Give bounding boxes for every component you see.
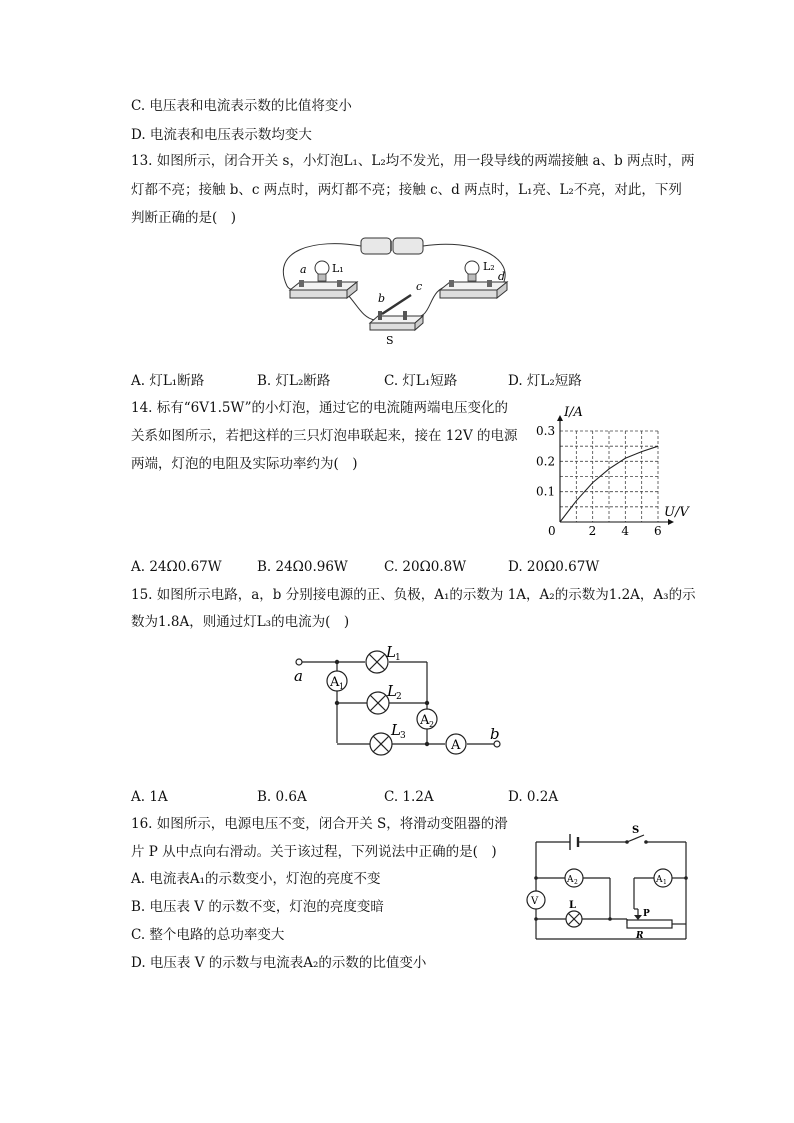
q14-iv-chart xyxy=(530,400,705,540)
lamp-l-icon xyxy=(566,911,582,927)
q15-option-d: D. 0.2A xyxy=(508,789,559,805)
q15-label-b: b xyxy=(490,725,500,743)
q13-option-b: B. 灯L₂断路 xyxy=(257,373,331,389)
q15-label-l3: L xyxy=(391,721,401,739)
q16-label-l: L xyxy=(569,900,577,911)
lamp-l3-icon xyxy=(370,733,392,755)
q13-label-d: d xyxy=(498,270,506,283)
q13-circuit-figure xyxy=(275,228,515,348)
x-tick-label: 4 xyxy=(621,524,629,538)
q14-stem-line1: 14. 标有“6V1.5W”的小灯泡，通过它的电流随两端电压变化的 xyxy=(131,400,508,416)
q14-option-d: D. 20Ω0.67W xyxy=(508,559,600,575)
q13-label-a: a xyxy=(300,263,307,276)
y-tick-label: 0.2 xyxy=(536,454,556,469)
q14-option-b: B. 24Ω0.96W xyxy=(257,559,348,575)
lamp-l2-icon xyxy=(440,261,507,298)
q13-option-a: A. 灯L₁断路 xyxy=(131,373,205,389)
q16-label-a2-sub: 2 xyxy=(574,879,578,886)
q13-label-s: S xyxy=(386,334,394,347)
y-tick-label: 0.3 xyxy=(536,424,556,438)
q16-label-p: P xyxy=(643,909,650,919)
q16-label-s: S xyxy=(632,825,640,836)
q16-label-a1-sub: 1 xyxy=(663,879,667,886)
y-axis-label: I/A xyxy=(564,405,583,420)
q16-option-d: D. 电压表 V 的示数与电流表A₂的示数的比值变小 xyxy=(131,955,427,971)
lamp-l2-icon xyxy=(367,692,389,714)
q13-label-b: b xyxy=(378,292,386,305)
x-tick-label: 2 xyxy=(588,524,597,538)
q16-stem-line2: 片 P 从中点向右滑动。关于该过程，下列说法中正确的是( ) xyxy=(131,844,497,860)
battery-icon xyxy=(570,834,578,850)
q15-label-a1: A xyxy=(330,675,340,690)
q16-stem-line1: 16. 如图所示，电源电压不变，闭合开关 S，将滑动变阻器的滑 xyxy=(131,816,508,832)
q14-stem-line2: 关系如图所示，若把这样的三只灯泡串联起来，接在 12V 的电源 xyxy=(131,428,518,444)
q13-stem-line3: 判断正确的是( ) xyxy=(131,210,237,226)
q13-label-c: c xyxy=(416,280,423,293)
terminal-a-icon xyxy=(296,659,302,665)
x-axis-label: U/V xyxy=(664,505,689,520)
q16-option-b: B. 电压表 V 的示数不变，灯泡的亮度变暗 xyxy=(131,899,384,915)
q15-option-b: B. 0.6A xyxy=(257,789,307,805)
switch-s-icon xyxy=(625,835,648,844)
x-tick-label: 6 xyxy=(654,524,662,538)
q13-option-c: C. 灯L₁短路 xyxy=(384,373,458,389)
q13-label-l1: L₁ xyxy=(332,262,344,275)
lamp-l1-icon xyxy=(366,651,388,673)
y-axis-arrow-icon xyxy=(557,415,563,421)
q16-label-a1: A xyxy=(656,875,663,885)
q15-stem-line2: 数为1.8A，则通过灯L₃的电流为( ) xyxy=(131,614,350,630)
q15-label-a: a xyxy=(294,667,303,685)
y-tick-label: 0.1 xyxy=(536,484,556,499)
q16-label-v: V xyxy=(531,896,539,907)
q15-circuit-figure xyxy=(285,640,510,780)
q15-label-l1: L xyxy=(386,643,396,661)
q15-label-l2: L xyxy=(387,682,397,700)
q15-label-l1-sub: 1 xyxy=(395,653,401,663)
x-tick-label: 0 xyxy=(548,524,556,538)
battery-icon xyxy=(361,238,423,254)
q16-option-c: C. 整个电路的总功率变大 xyxy=(131,927,285,943)
q16-option-a: A. 电流表A₁的示数变小，灯泡的亮度不变 xyxy=(131,871,381,887)
q15-label-l2-sub: 2 xyxy=(396,692,402,702)
q15-option-c: C. 1.2A xyxy=(384,789,434,805)
q14-option-c: C. 20Ω0.8W xyxy=(384,559,467,575)
q15-label-a2: A xyxy=(420,713,430,728)
q13-label-l2: L₂ xyxy=(483,260,495,273)
q12-option-c: C. 电压表和电流表示数的比值将变小 xyxy=(131,98,352,114)
q16-label-a2: A xyxy=(567,875,574,885)
q16-circuit-figure xyxy=(522,822,697,944)
q15-option-a: A. 1A xyxy=(131,789,168,805)
q16-label-r: R xyxy=(636,931,644,941)
q15-label-a1-sub: 1 xyxy=(339,682,345,691)
q15-stem-line1: 15. 如图所示电路，a，b 分别接电源的正、负极，A₁的示数为 1A，A₂的示数为1.2A，A₃的示 xyxy=(131,587,696,603)
q15-label-a2-sub: 2 xyxy=(429,720,435,729)
q15-label-l3-sub: 3 xyxy=(400,731,406,741)
q14-stem-line3: 两端，灯泡的电阻及实际功率约为( ) xyxy=(131,456,358,472)
q13-stem-line2: 灯都不亮；接触 b、c 两点时，两灯都不亮；接触 c、d 两点时，L₁亮、L₂不亮，对此，下列 xyxy=(131,182,682,198)
q13-stem-line1: 13. 如图所示，闭合开关 s，小灯泡L₁、L₂均不发光，用一段导线的两端接触 a、b 两点时，两 xyxy=(131,153,695,169)
q13-option-d: D. 灯L₂短路 xyxy=(508,373,582,389)
q12-option-d: D. 电流表和电压表示数均变大 xyxy=(131,127,312,143)
q15-label-a3: A xyxy=(451,738,461,753)
q14-option-a: A. 24Ω0.67W xyxy=(131,559,222,575)
